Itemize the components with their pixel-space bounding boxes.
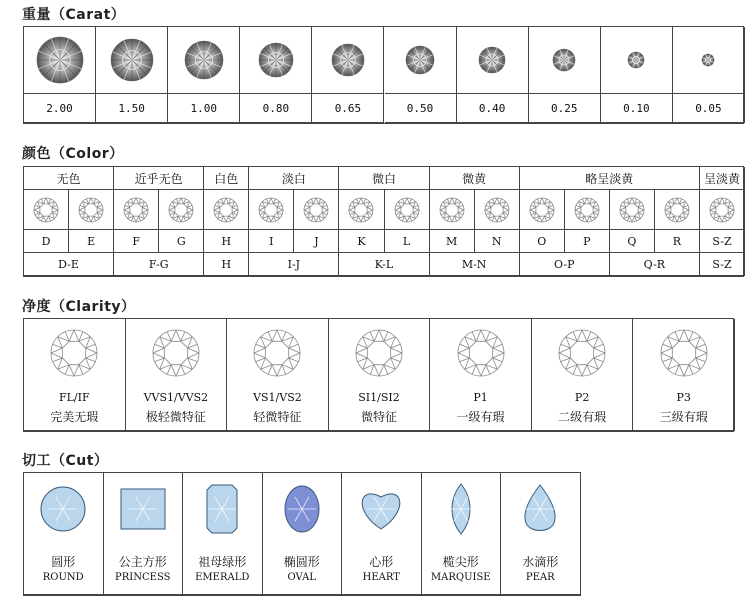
color-grade: E xyxy=(69,230,114,253)
clarity-cell xyxy=(633,319,735,431)
carat-diamond-4 xyxy=(331,43,365,77)
clarity-diamond-outline xyxy=(49,328,99,378)
color-grade: K xyxy=(339,230,384,253)
color-diamond-outline xyxy=(77,196,105,224)
clarity-diamond-outline xyxy=(354,328,404,378)
clarity-cell xyxy=(329,319,431,431)
clarity-description: 轻微特征 xyxy=(253,410,302,424)
color-range: S-Z xyxy=(700,253,745,276)
cut-name-en: EMERALD xyxy=(195,572,250,583)
color-range: Q-R xyxy=(610,253,700,276)
cut-cell xyxy=(263,473,343,595)
color-grade: L xyxy=(385,230,430,253)
color-diamond-outline xyxy=(302,196,330,224)
clarity-cell xyxy=(126,319,228,431)
color-diamond-outline xyxy=(122,196,150,224)
carat-diamond-2 xyxy=(184,40,224,80)
color-group-label: 呈淡黄 xyxy=(700,167,745,190)
cut-name-en: PEAR xyxy=(525,572,555,583)
cut-name-cn: 圆形 xyxy=(51,555,76,569)
carat-diamond-5 xyxy=(405,45,435,75)
color-grade: M xyxy=(430,230,475,253)
clarity-diamond-outline xyxy=(252,328,302,378)
color-image-cell xyxy=(69,190,114,230)
cut-name-en: PRINCESS xyxy=(115,572,171,583)
pear-cut-icon xyxy=(514,483,566,535)
color-diamond-outline xyxy=(393,196,421,224)
clarity-code: P3 xyxy=(676,391,691,404)
heart-cut-icon xyxy=(355,483,407,535)
color-range: I-J xyxy=(249,253,339,276)
color-image-cell xyxy=(475,190,520,230)
color-diamond-outline xyxy=(483,196,511,224)
color-image-cell xyxy=(610,190,655,230)
clarity-diamond-outline xyxy=(151,328,201,378)
color-grade: N xyxy=(475,230,520,253)
color-group-label: 略呈淡黄 xyxy=(520,167,700,190)
color-image-cell xyxy=(114,190,159,230)
clarity-description: 一级有瑕 xyxy=(456,410,505,424)
color-range: K-L xyxy=(339,253,429,276)
carat-heading: 重量（Carat） xyxy=(22,7,126,23)
carat-diamond-0 xyxy=(36,36,84,84)
cut-heading: 切工（Cut） xyxy=(22,453,109,469)
clarity-diamond-outline xyxy=(659,328,709,378)
color-grade: J xyxy=(294,230,339,253)
carat-diamond-9 xyxy=(701,53,715,67)
color-group-label: 无色 xyxy=(24,167,114,190)
clarity-cell xyxy=(227,319,329,431)
carat-image-cell xyxy=(168,27,240,94)
cut-cell xyxy=(24,473,104,595)
color-grade: G xyxy=(159,230,204,253)
clarity-description: 完美无瑕 xyxy=(50,410,99,424)
carat-value: 2.00 xyxy=(24,94,96,123)
color-diamond-outline xyxy=(618,196,646,224)
carat-image-cell xyxy=(673,27,745,94)
carat-value: 1.00 xyxy=(168,94,240,123)
color-grade: F xyxy=(114,230,159,253)
cut-name-en: OVAL xyxy=(287,572,316,583)
marquise-cut-icon xyxy=(435,483,487,535)
color-image-cell xyxy=(565,190,610,230)
cut-table xyxy=(23,472,581,596)
color-range: F-G xyxy=(114,253,204,276)
carat-image-cell xyxy=(96,27,168,94)
color-group-label: 白色 xyxy=(204,167,249,190)
carat-image-cell xyxy=(529,27,601,94)
carat-diamond-6 xyxy=(478,46,506,74)
carat-image-cell xyxy=(24,27,96,94)
color-image-cell xyxy=(655,190,700,230)
carat-value: 0.65 xyxy=(312,94,384,123)
carat-value: 1.50 xyxy=(96,94,168,123)
color-group-label: 近乎无色 xyxy=(114,167,204,190)
oval-cut-icon xyxy=(276,483,328,535)
clarity-diamond-outline xyxy=(557,328,607,378)
carat-image-cell xyxy=(457,27,529,94)
color-image-cell xyxy=(385,190,430,230)
carat-image-cell xyxy=(240,27,312,94)
color-grade: O xyxy=(520,230,565,253)
carat-value: 0.80 xyxy=(240,94,312,123)
cut-name-cn: 心形 xyxy=(369,555,394,569)
color-group-label: 微黄 xyxy=(430,167,520,190)
color-diamond-outline xyxy=(708,196,736,224)
color-group-label: 淡白 xyxy=(249,167,339,190)
cut-name-cn: 榄尖形 xyxy=(442,555,479,569)
color-grade: D xyxy=(24,230,69,253)
color-diamond-outline xyxy=(663,196,691,224)
cut-name-en: HEART xyxy=(362,572,400,583)
clarity-code: P2 xyxy=(574,391,590,404)
color-table xyxy=(23,166,744,277)
cut-cell xyxy=(342,473,422,595)
color-range: M-N xyxy=(430,253,520,276)
color-diamond-outline xyxy=(212,196,240,224)
cut-cell xyxy=(422,473,502,595)
color-diamond-outline xyxy=(32,196,60,224)
cut-cell xyxy=(501,473,581,595)
carat-table xyxy=(23,26,744,124)
cut-name-en: MARQUISE xyxy=(430,572,491,583)
color-grade: Q xyxy=(610,230,655,253)
carat-diamond-3 xyxy=(258,42,294,78)
color-image-cell xyxy=(159,190,204,230)
round-cut-icon xyxy=(37,483,89,535)
carat-diamond-1 xyxy=(110,38,154,82)
color-diamond-outline xyxy=(257,196,285,224)
cut-name-cn: 公主方形 xyxy=(118,555,167,569)
carat-value: 0.50 xyxy=(385,94,457,123)
cut-name-cn: 椭圆形 xyxy=(283,555,320,569)
color-range: O-P xyxy=(520,253,610,276)
carat-image-cell xyxy=(601,27,673,94)
cut-name-cn: 祖母绿形 xyxy=(198,555,247,569)
color-heading: 颜色（Color） xyxy=(22,146,124,162)
clarity-code: SI1/SI2 xyxy=(358,391,400,404)
carat-value: 0.10 xyxy=(601,94,673,123)
color-diamond-outline xyxy=(167,196,195,224)
color-image-cell xyxy=(24,190,69,230)
clarity-description: 三级有瑕 xyxy=(659,410,708,424)
color-image-cell xyxy=(294,190,339,230)
clarity-code: P1 xyxy=(473,391,488,404)
color-image-cell xyxy=(520,190,565,230)
cut-cell xyxy=(104,473,184,595)
color-image-cell xyxy=(339,190,384,230)
emerald-cut-icon xyxy=(196,483,248,535)
clarity-description: 微特征 xyxy=(360,410,397,424)
princess-cut-icon xyxy=(117,483,169,535)
color-diamond-outline xyxy=(438,196,466,224)
carat-value: 0.05 xyxy=(673,94,745,123)
carat-value: 0.40 xyxy=(457,94,529,123)
clarity-table xyxy=(23,318,734,432)
color-grade: S-Z xyxy=(700,230,745,253)
color-grade: P xyxy=(565,230,610,253)
color-range: H xyxy=(204,253,249,276)
color-grade: R xyxy=(655,230,700,253)
color-image-cell xyxy=(249,190,294,230)
clarity-code: VS1/VS2 xyxy=(253,391,302,404)
clarity-code: FL/IF xyxy=(58,391,90,404)
color-grade: H xyxy=(204,230,249,253)
color-image-cell xyxy=(700,190,745,230)
carat-diamond-7 xyxy=(552,48,576,72)
clarity-cell xyxy=(24,319,126,431)
clarity-description: 极轻微特征 xyxy=(145,410,206,424)
carat-diamond-8 xyxy=(627,51,645,69)
cut-name-en: ROUND xyxy=(42,572,84,583)
color-group-label: 微白 xyxy=(339,167,429,190)
color-image-cell xyxy=(430,190,475,230)
cut-name-cn: 水滴形 xyxy=(522,555,559,569)
color-image-cell xyxy=(204,190,249,230)
carat-value: 0.25 xyxy=(529,94,601,123)
clarity-code: VVS1/VVS2 xyxy=(143,391,209,404)
cut-cell xyxy=(183,473,263,595)
clarity-heading: 净度（Clarity） xyxy=(22,299,136,315)
color-grade: I xyxy=(249,230,294,253)
color-diamond-outline xyxy=(347,196,375,224)
clarity-description: 二级有瑕 xyxy=(558,410,607,424)
color-diamond-outline xyxy=(573,196,601,224)
color-diamond-outline xyxy=(528,196,556,224)
carat-image-cell xyxy=(385,27,457,94)
clarity-cell xyxy=(532,319,634,431)
carat-image-cell xyxy=(312,27,384,94)
clarity-cell xyxy=(430,319,532,431)
clarity-diamond-outline xyxy=(456,328,506,378)
color-range: D-E xyxy=(24,253,114,276)
